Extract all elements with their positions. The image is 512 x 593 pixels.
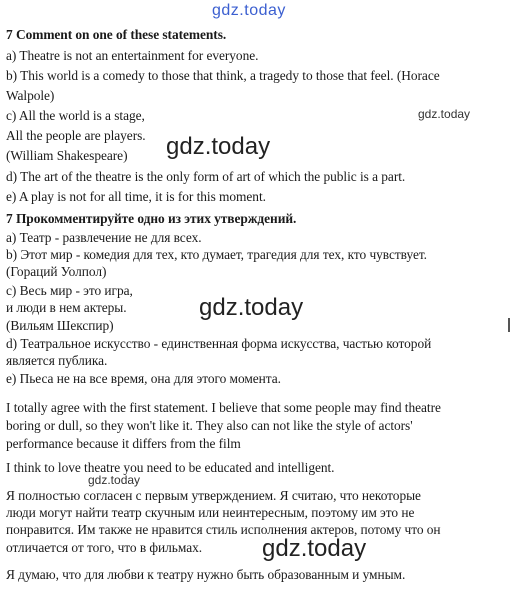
statement-b-en: b) This world is a comedy to those that think, a tragedy to those that feel. (Horace: [6, 68, 440, 83]
edge-mark: [508, 318, 510, 332]
statement-b-en-cont: Walpole): [6, 88, 55, 103]
watermark: gdz.today: [199, 294, 304, 321]
statement-a-ru: а) Театр - развлечение не для всех.: [6, 230, 202, 245]
answer-ru-line-3: понравится. Им также не нравится стиль исполнения актеров, потому что он: [6, 522, 441, 537]
statement-b-ru-author: (Гораций Уолпол): [6, 264, 107, 279]
answer-ru-line-4: отличается от того, что в фильмах.: [6, 540, 203, 555]
answer-ru-paragraph-2: Я думаю, что для любви к театру нужно быть образованным и умным.: [6, 567, 406, 582]
answer-en-paragraph-2: I think to love theatre you need to be educated and intelligent.: [6, 460, 335, 475]
statement-e-ru: е) Пьеса не на все время, она для этого момента.: [6, 371, 281, 386]
statement-e-en: e) A play is not for all time, it is for this moment.: [6, 189, 266, 204]
task-heading-en: 7 Comment on one of these statements.: [6, 27, 227, 42]
statement-c-ru-l2: и люди в нем актеры.: [6, 300, 127, 315]
statement-c-en-author: (William Shakespeare): [6, 148, 128, 163]
task-heading-ru: 7 Прокомментируйте одно из этих утверждений.: [6, 211, 297, 226]
statement-d-ru-cont: является публика.: [6, 353, 108, 368]
statement-c-en: c) All the world is a stage,: [6, 108, 145, 123]
answer-en-line-3: performance because it differs from the film: [6, 436, 241, 451]
statement-d-en: d) The art of the theatre is the only form of art of which the public is a part.: [6, 169, 406, 184]
statement-a-en: a) Theatre is not an entertainment for everyone.: [6, 48, 259, 63]
watermark: gdz.today: [418, 107, 471, 121]
watermark-top: gdz.today: [212, 2, 286, 19]
answer-en-line-2: boring or dull, so they won't like it. They also can not like the style of actors': [6, 418, 413, 433]
statement-b-ru: b) Этот мир - комедия для тех, кто думает, трагедия для тех, кто чувствует.: [6, 247, 427, 262]
statement-d-ru: d) Театральное искусство - единственная форма искусства, частью которой: [6, 336, 432, 351]
answer-ru-line-1: Я полностью согласен с первым утверждением. Я считаю, что некоторые: [6, 488, 421, 503]
statement-c-ru: с) Весь мир - это игра,: [6, 283, 133, 298]
statement-c-ru-author: (Вильям Шекспир): [6, 318, 114, 333]
watermark: gdz.today: [88, 473, 141, 487]
answer-en-line-1: I totally agree with the first statement. I believe that some people may find theatre: [6, 400, 441, 415]
statement-c-en-l2: All the people are players.: [6, 128, 146, 143]
answer-ru-line-2: люди могут найти театр скучным или неинтересным, поэтому им это не: [6, 505, 415, 520]
watermark: gdz.today: [262, 535, 367, 562]
watermark: gdz.today: [166, 133, 271, 160]
